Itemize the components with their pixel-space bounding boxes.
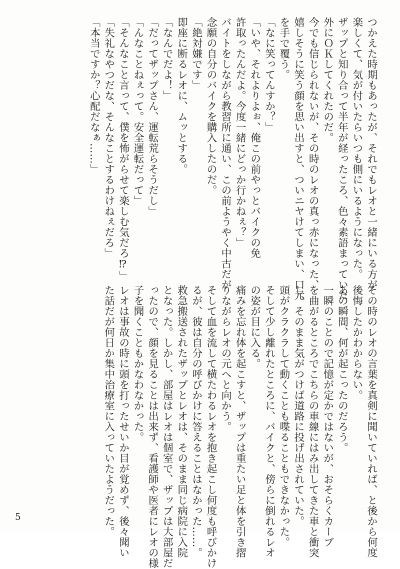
page-number: 5 (15, 513, 21, 523)
text-column: た話だが何日か集中治療室に入っていたようだった。 (102, 285, 115, 537)
text-block-top (86, 17, 378, 301)
text-column: 楽しくて、気が付いたらいつも側にいるようになった。 (350, 17, 363, 280)
text-column: 許取ったんだよ。今度一緒にどっか行かねぇ？」 (233, 17, 246, 248)
text-column: 「失礼なやつだな、そんなことするわけねぇだろ」 (102, 17, 115, 259)
text-column: を曲がるところでこちらの車線にはみ出してきた車と衝突 (306, 285, 319, 558)
text-column: となった。しかし、部屋はレオは個室で、ザップは大部屋だ (160, 285, 173, 569)
text-column: 即座に断るレオに、ムッとする。 (175, 17, 188, 175)
text-column: つかえた時期もあったが、それでもレオと一緒にいる方が (365, 17, 377, 290)
text-column: 「そんなこと言って、僕を怖がらせて楽しむ気だろ⁉」 (116, 17, 129, 282)
text-column: 外にＯＫしてくれたのだ。 (321, 17, 334, 143)
text-column: りながらレオの元へと向かう。 (219, 285, 232, 432)
text-column: 一瞬のことので記憶が定かではないが、おそらくカーブ (321, 285, 334, 548)
text-column: 救急搬送されたザップとレオは、そのまま同じ病院に入院 (175, 285, 188, 558)
text-column: そして血を流して横たわるレオを抱き起こし何度も呼びかけ (204, 285, 217, 569)
text-column: ザップと知り合って半年が経ったころ、色々素語まっていた (335, 17, 348, 301)
text-column: そして少し離れたところに、バイクと、傍らに倒れるレオ (262, 285, 275, 558)
text-column: 嬉しそうに笑う顔を思い出すと、ついニヤけてしまい、口元 (292, 17, 305, 301)
text-column: 今でも信じられないが、その時のレオの真っ赤になった、 (306, 17, 319, 290)
text-column: 「んなことねぇって。安全運転だって」 (131, 17, 144, 206)
text-column: ったので、顔を見ることは出来ず、看護師や医者にレオの様 (146, 285, 159, 569)
text-column: 念願の自分のバイクを購入したのだ。 (204, 17, 217, 196)
text-column: 後悔したかわからない。 (350, 285, 363, 401)
text-column: 「なんでだよ！」 (160, 17, 173, 101)
text-column: その時のレオの言葉を真剣に聞いていれば、と後から何度 (365, 285, 377, 558)
text-column: あの瞬間、何が起こったのだろう。 (335, 285, 348, 453)
text-block-bottom (101, 285, 378, 569)
text-column: 痛みを忘れ体を起こすと、ザップは重たい足と体を引き摺 (233, 285, 246, 558)
text-column: レオは事故の時に頭を打ったせいか目が覚めず、後々聞い (116, 285, 129, 558)
text-column: 「本当ですか？心配だなぁ……」 (87, 17, 100, 175)
text-column: 「絶対嫌です」 (189, 17, 202, 91)
text-column: 「なに笑ってんすか？」 (262, 17, 275, 133)
text-column: 頭がクラクラして動くことも喋ることもできなかった。 (277, 285, 290, 548)
text-column: 「だってザップさん、運転荒らそうだし」 (146, 17, 159, 217)
text-column: し、そのまま気がつけば道路に投げ出されていた。 (292, 285, 305, 527)
text-column: バイトをしながら教習所に通い、この前ようやく中古だが (219, 17, 232, 290)
text-column: 子を聞くこともかなわなかった。 (131, 285, 144, 443)
text-column: を手で覆う。 (277, 17, 290, 80)
text-column: るが、彼は自分の呼びかけに答えることはなかった……。 (189, 285, 202, 558)
text-column: 「いや、それよりよぉ、俺この前やっとバイクの免 (248, 17, 261, 259)
text-column: の姿が目に入る。 (248, 285, 261, 369)
